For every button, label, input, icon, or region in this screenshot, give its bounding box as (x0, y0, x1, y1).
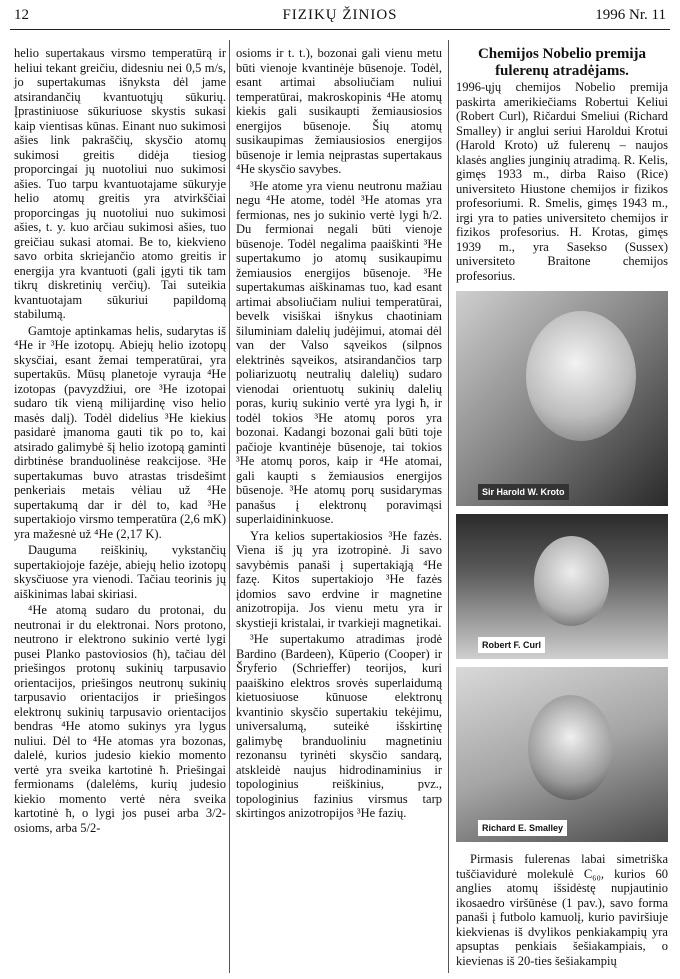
photo-curl (456, 514, 668, 659)
journal-title: FIZIKŲ ŽINIOS (282, 7, 398, 23)
page-number: 12 (14, 7, 29, 23)
portrait-face (534, 536, 609, 626)
nobel-box-text: 1996-ųjų chemijos Nobelio premija paskirta amerikiečiams Robertui Keliui (Robert Curl), Ričardui Smeliui (Richard Smalley) ir anglui seriui Haroldui Krotui (Harold Kroto) už fulerenų – naujos klasės anglies junginių atradimą. R. Kelis, gimęs 1933 m., dirba Raiso (Rice) universiteto Hiustone chemijos ir fizikos profesoriumi. R. Smelis, gimęs 1943 m., irgi yra to paties universiteto chemijos ir fizikos profesorius. H. Krotas, gimęs 1939 m., yra Sasekso (Sussex) universiteto Braitone chemijos profesorius. (456, 80, 668, 283)
text-column-1 (14, 46, 226, 837)
paragraph: helio supertakaus virsmo temperatūrą ir heliui tekant greičiu, didesniu nei 0,5 m/s, jo supertakumas išnyksta dėl jame atsirandančių kvantuotųjų sūkurių. Įprastiniuose sūkuriuose skystis sukasi kaip vientisas kūnas. Einant nuo sukimosi ašies link pakraščių, skysčio atomų sukimosi greitis didėja tiesiog proporcingai jų nuotoliui nuo sukimosi ašies. Tuo tarpu kvantuotajame sūkuryje helio atomų greitis yra atvirkščiai proporcingas jų nuotoliui nuo sukimosi ašies, t. y. kuo arčiau sukimosi ašies, tuo greičiau sukasi atomai. Be to, kiekvieno savo orbita skriejančio atomo greitis ir energija yra kvantuoti (gali įgyti tik tam tikrų diskretinių verčių). Tai suteikia kvantuotajam sūkuriui papildomą stabilumą. (14, 46, 226, 321)
photo-caption: Sir Harold W. Kroto (478, 484, 569, 501)
paragraph: Pirmasis fulerenas labai simetriška tuščiavidurė molekulė C₆₀, kurios 60 anglies atomų išsidėstę nupjautinio ikosaedro viršūnėse (1 pav.), savo forma panaši į futbolo kamuolį, kurio paviršiuje kiekvienas iš dvylikos penkiakampių yra apsuptas penkiais šešiakampiais, o kievienas iš 20-ties šešiakampių (456, 852, 668, 968)
paragraph: ³He atome yra vienu neutronu mažiau negu ⁴He atome, todėl ³He atomas yra fermionas, nes jo sukinio vertė lygi ħ/2. Du fermionai negali būti vienoje būsenoje. Todėl negalima paaiškinti ³He supertakumo jo atomų susikaupimu žemiausios energijos būsenoje. ³He supertakumas aiškinamas tuo, kad esant artimai absoliučiam nuliui temperatūrai, bevelk visiškai išnykus chaotiniam šiluminiam dalelių judėjimui, atomai dėl van der Valso sąveikos (silpnos elektrinės sąveikos, atsirandančios tarp poliarizuotų neutralių dalelių) sudaro vienodai orientuotų sukinių dalelių poras, kurių sukinio vertė yra lygi ħ, ir todėl tokios ³He atomų poros yra bozonai. Kadangi bozonai gali būti toje pačioje kvantinėje būsenoje, tai tokios ³He atomų poros, kaip ir ⁴He atomai, gali kaupti s žemiausios energijos būsenoje. ³He atomų porų susidarymas panašus į elektronų poravimąsi superlaidininkuose. (236, 178, 442, 526)
portrait-face (526, 311, 636, 441)
photo-smalley (456, 667, 668, 842)
issue-label: 1996 Nr. 11 (595, 7, 666, 23)
paragraph: ⁴He atomą sudaro du protonai, du neutronai ir du elektronai. Nors protono, neutrono ir elektrono sukinio vertė lygi pusei Planko pastoviosios (ħ), tačiau dėl priešingos protonų sukinių tarpusavio orientacijos, priešingos neutronų sukinių tarpusavio orientacijos ir priešingos elektronų sukinių tarpusavio orientacijos bendras ⁴He atomo sukinys yra lygus nuliui. Dėl to ⁴He atomas yra bozonas, dalelė, kurios judesio kiekio momento vertė yra sveika kartotinė ħ. Priešingai fermionams (dalelėms, kurių judesio kiekio momento vertė nėra sveika kartotinė ħ, o lygi jos pusei arba 3/2-osioms, arba 5/2- (14, 603, 226, 835)
text-column-2 (236, 46, 442, 823)
sidebar-column (456, 46, 668, 970)
paragraph: osioms ir t. t.), bozonai gali vienu metu būti vienoje kvantinėje būsenoje. Todėl, esant artimai absoliučiam nuliui temperatūrai, makroskopinis ⁴He atomų kiekis gali susikaupti žemiausiosios energijos būsenoje. Šių atomų susikaupimas žemiausiosios energijos būsenoje ir lemia neįprastas supertakaus ⁴He skysčio savybes. (236, 46, 442, 176)
nobel-box-title: Chemijos Nobelio premija fulerenų atradėjams. (477, 46, 647, 79)
photo-caption: Robert F. Curl (478, 637, 545, 654)
paragraph: Gamtoje aptinkamas helis, sudarytas iš ⁴He ir ³He izotopų. Abiejų helio izotopų skysčiai, esant žemai temperatūrai, yra supertakūs. Mūsų planetoje vyrauja ⁴He izotopas (pavyzdžiui, ore ³He izotopai sudaro tik vieną milijardinę viso helio masės dalį). Todėl didelius ³He kiekius pasidarė įmanoma gauti tik po to, kai atsirado galimybė šį helio izotopą gaminti dirbtinėse branduolinėse reakcijose. ³He supertakumas buvo atrastas trisdešimt penkeriais metais vėliau už ⁴He supertakumą dar ir dėl to, kad ³He supertakiojo virsmo temperatūra (2,6 mK) yra mažesnė už ⁴He (2,17 K). (14, 323, 226, 541)
header-rule (10, 29, 670, 30)
photo-kroto (456, 291, 668, 506)
paragraph: ³He supertakumo atradimas įrodė Bardino (Bardeen), Kūperio (Cooper) ir Šryferio (Schrieffer) teorijos, kuri paaiškino elektros srovės superlaidumą kietuosiuose kūnuose elektronų kvantinio skysčio supertakiu tekėjimu, universalumą, suteikė išskirtinę galimybę branduoliniu magnetiniu rezonansu tyrinėti skysčio sandarą, atskleidė naujus hidrodinaminius ir topologinius reiškinius, pvz., topologinius fazinius virsmus tarp skirtingos anizotropijos ³He fazių. (236, 632, 442, 820)
column-divider-1 (229, 40, 230, 973)
page-header (0, 0, 680, 30)
photo-caption: Richard E. Smalley (478, 820, 567, 837)
column-divider-2 (448, 40, 449, 973)
portrait-face (528, 695, 613, 800)
paragraph: Yra kelios supertakiosios ³He fazės. Viena iš jų yra izotropinė. Ji savo savybėmis panaši į supertakiąją ⁴He fazę. Kitos supertakiojo ³He fazės įdomios savo erdvine ir magnetine anizotropija. Jos vienu metu yra ir skystieji kristalai, ir tvarkieji magnetikai. (236, 528, 442, 630)
paragraph: Dauguma reiškinių, vykstančių supertakiojoje fazėje, abiejų helio izotopų skysčiuose yra vienodi. Tačiau teorinis jų aiškinimas labai skiriasi. (14, 543, 226, 601)
